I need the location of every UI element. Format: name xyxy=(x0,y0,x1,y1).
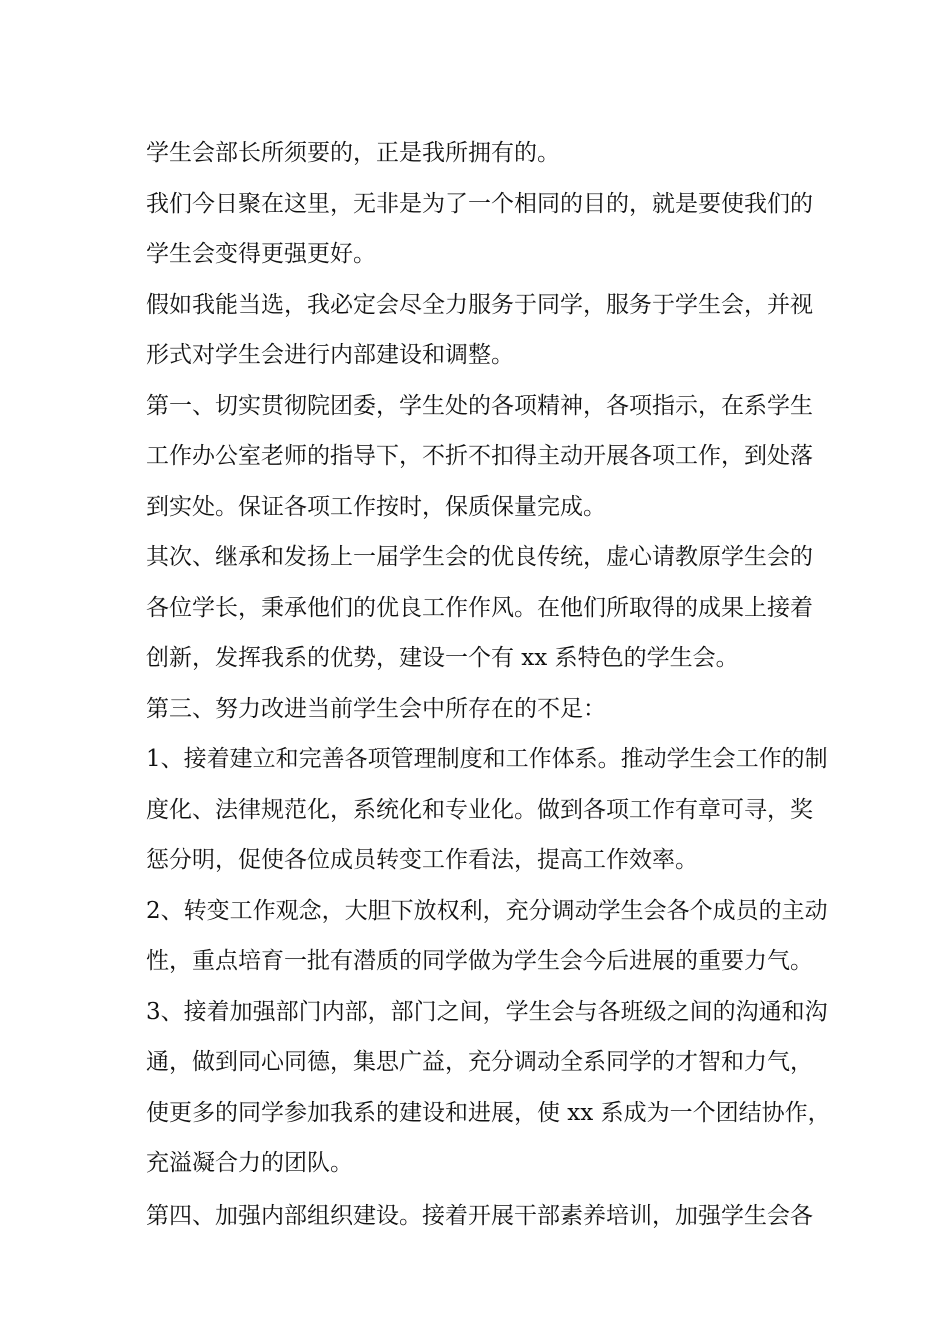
text-line: 各位学长，秉承他们的优良工作作风。在他们所取得的成果上接着 xyxy=(146,594,813,621)
text-line: 创新，发挥我系的优势，建设一个有 xx 系特色的学生会。 xyxy=(146,645,739,671)
text-line: 第四、加强内部组织建设。接着开展干部素养培训，加强学生会各 xyxy=(146,1202,813,1229)
text-line: 惩分明，促使各位成员转变工作看法，提高工作效率。 xyxy=(146,847,698,873)
text-line: 2、转变工作观念，大胆下放权利，充分调动学生会各个成员的主动 xyxy=(146,897,828,924)
text-line: 使更多的同学参加我系的建设和进展，使 xx 系成为一个团结协作， xyxy=(146,1099,831,1126)
document-body xyxy=(146,128,831,1241)
text-line: 第一、切实贯彻院团委，学生处的各项精神，各项指示，在系学生 xyxy=(146,392,813,419)
text-line: 到实处。保证各项工作按时，保质保量完成。 xyxy=(146,493,606,520)
text-line: 工作办公室老师的指导下，不折不扣得主动开展各项工作，到处落 xyxy=(146,443,813,469)
text-line: 3、接着加强部门内部，部门之间，学生会与各班级之间的沟通和沟 xyxy=(146,998,828,1025)
text-line: 通，做到同心同德，集思广益，充分调动全系同学的才智和力气， xyxy=(146,1049,813,1075)
text-line: 学生会变得更强更好。 xyxy=(146,241,376,267)
text-line: 假如我能当选，我必定会尽全力服务于同学，服务于学生会，并视 xyxy=(146,291,813,318)
text-line: 性，重点培育一批有潜质的同学做为学生会今后进展的重要力气。 xyxy=(146,948,813,974)
text-line: 度化、法律规范化，系统化和专业化。做到各项工作有章可寻，奖 xyxy=(146,796,813,823)
text-line: 我们今日聚在这里，无非是为了一个相同的目的，就是要使我们的 xyxy=(146,190,813,217)
text-line: 充溢凝合力的团队。 xyxy=(146,1150,353,1176)
text-line: 其次、继承和发扬上一届学生会的优良传统，虚心请教原学生会的 xyxy=(146,544,813,570)
text-line: 第三、努力改进当前学生会中所存在的不足： xyxy=(146,695,606,722)
text-line: 学生会部长所须要的，正是我所拥有的。 xyxy=(146,140,560,166)
text-line: 形式对学生会进行内部建设和调整。 xyxy=(146,342,514,368)
text-line: 1、接着建立和完善各项管理制度和工作体系。推动学生会工作的制 xyxy=(146,746,828,772)
